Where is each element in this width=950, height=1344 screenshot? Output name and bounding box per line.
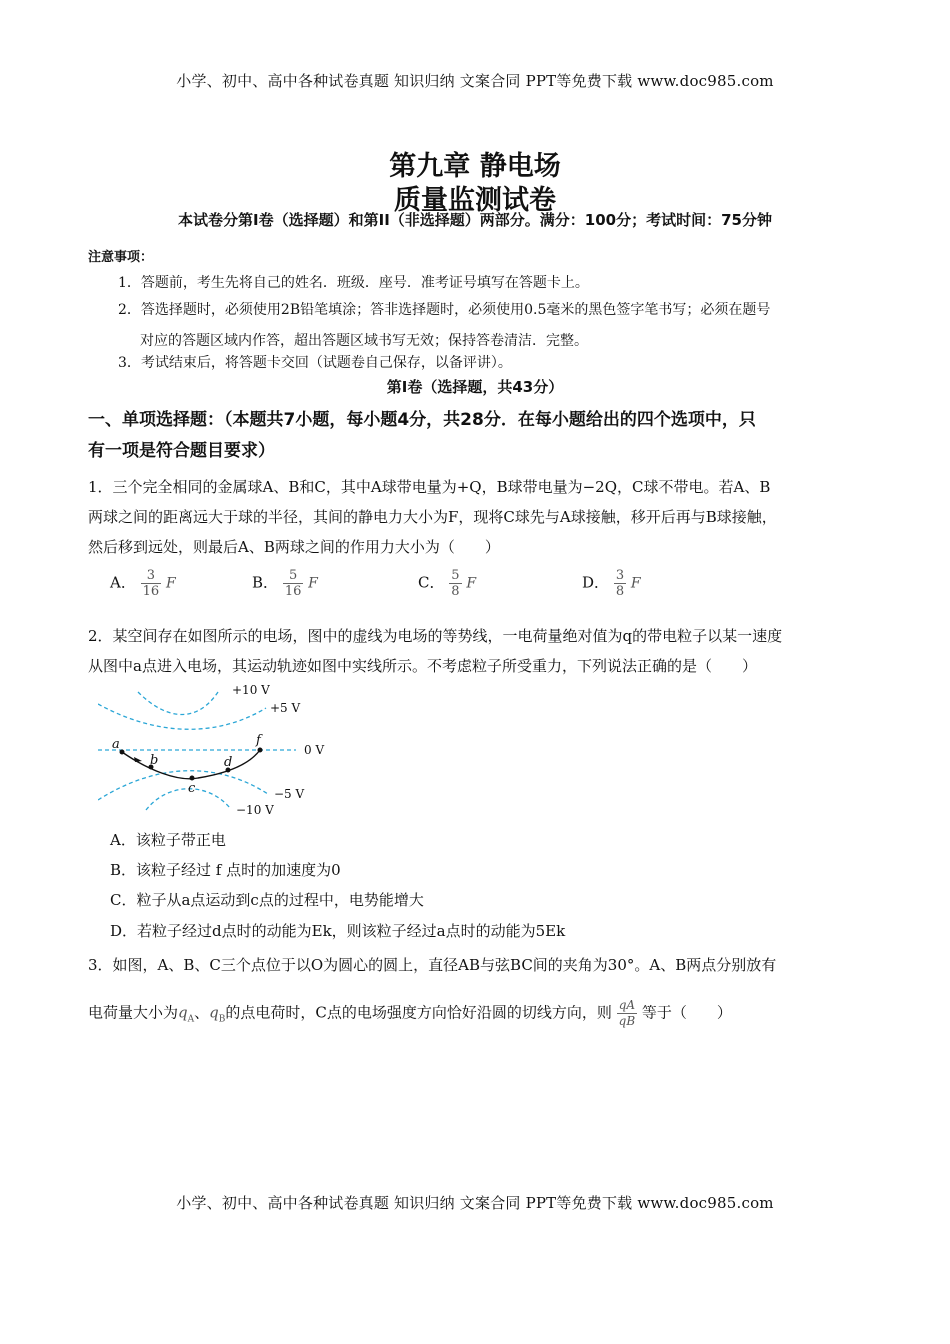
trajectory-arrow — [134, 757, 142, 762]
label-plus5v: +5 V — [270, 701, 301, 715]
notice-item: 1．答题前，考生先将自己的姓名．班级．座号．准考证号填写在答题卡上。 — [118, 275, 589, 291]
trajectory-line — [122, 750, 260, 779]
label-0v: 0 V — [304, 743, 325, 757]
label-minus10v: −10 V — [236, 803, 274, 817]
label-f: f — [256, 733, 261, 748]
q3-line2: 电荷量大小为$q_A$、$q_B$的点电荷时，C点的电场强度方向恰好沿圆的切线方向，则 $\frac{qA}{qB}$ 等于（ ） — [88, 998, 732, 1028]
label-b: b — [150, 753, 159, 768]
q2-line: 2．某空间存在如图所示的电场，图中的虚线为电场的等势线，一电荷量绝对值为q的带电粒子以某一速度 — [88, 627, 783, 645]
equipotential-plus5-line — [98, 704, 266, 729]
notice-item-cont: 对应的答题区域内作答，超出答题区域书写无效；保持答卷清洁．完整。 — [140, 333, 588, 349]
point-f — [258, 748, 263, 753]
section-heading-cont: 有一项是符合题目要求） — [88, 441, 275, 461]
q2-choice-b: B．该粒子经过 f 点时的加速度为0 — [110, 861, 341, 879]
q3-line: 3．如图，A、B、C三个点位于以O为圆心的圆上，直径AB与弦BC间的夹角为30°。A、B两点分别放有 — [88, 956, 777, 974]
page-subtitle-title: 质量监测试卷 — [394, 185, 556, 216]
q2-choice-a: A．该粒子带正电 — [110, 831, 226, 849]
q1-option-d: D． $\frac{3}{8}$ F — [582, 568, 641, 599]
q1-option-a: A． $\frac{3}{16}$ F — [110, 568, 176, 599]
part1-heading: 第I卷（选择题，共43分） — [386, 378, 564, 396]
equipotential-minus5-line — [98, 771, 268, 800]
q2-choice-d: D．若粒子经过d点时的动能为Ek，则该粒子经过a点时的动能为5Ek — [110, 922, 566, 940]
page-title: 第九章 静电场 — [389, 151, 561, 182]
label-d: d — [224, 755, 233, 770]
q1-line: 然后移到远处，则最后A、B两球之间的作用力大小为（ ） — [88, 538, 500, 556]
page-header: 小学、初中、高中各种试卷真题 知识归纳 文案合同 PPT等免费下载 www.doc985.com — [176, 72, 774, 90]
exam-info: 本试卷分第I卷（选择题）和第II（非选择题）两部分。满分：100分；考试时间：75分钟 — [178, 211, 772, 229]
q1-option-b: B． $\frac{5}{16}$ F — [252, 568, 318, 599]
q1-line: 两球之间的距离远大于球的半径，其间的静电力大小为F，现将C球先与A球接触，移开后再与B球接触， — [88, 508, 777, 526]
q1-option-c: C． $\frac{5}{8}$ F — [418, 568, 477, 599]
page-footer: 小学、初中、高中各种试卷真题 知识归纳 文案合同 PPT等免费下载 www.doc985.com — [176, 1194, 774, 1212]
notice-item: 3．考试结束后，将答题卡交回（试题卷自己保存，以备评讲）。 — [118, 355, 512, 371]
point-c — [190, 776, 195, 781]
q2-choice-c: C．粒子从a点运动到c点的过程中，电势能增大 — [110, 891, 424, 909]
q1-line: 1．三个完全相同的金属球A、B和C，其中A球带电量为+Q，B球带电量为−2Q，C球不带电。若A、B — [88, 478, 771, 496]
notice-heading: 注意事项： — [88, 250, 154, 265]
point-a — [120, 750, 125, 755]
equipotential-figure — [98, 682, 358, 817]
equipotential-plus10-line — [138, 692, 218, 715]
label-a: a — [112, 737, 120, 752]
section-heading: 一、单项选择题：（本题共7小题，每小题4分，共28分．在每小题给出的四个选项中，只 — [88, 410, 756, 430]
label-c: c — [188, 781, 196, 796]
label-plus10v: +10 V — [232, 683, 270, 697]
notice-item: 2．答选择题时，必须使用2B铅笔填涂；答非选择题时，必须使用0.5毫米的黑色签字笔书写；必须在题号 — [118, 302, 771, 318]
label-minus5v: −5 V — [274, 787, 305, 801]
q2-line: 从图中a点进入电场，其运动轨迹如图中实线所示。不考虑粒子所受重力，下列说法正确的是（ ） — [88, 657, 757, 675]
